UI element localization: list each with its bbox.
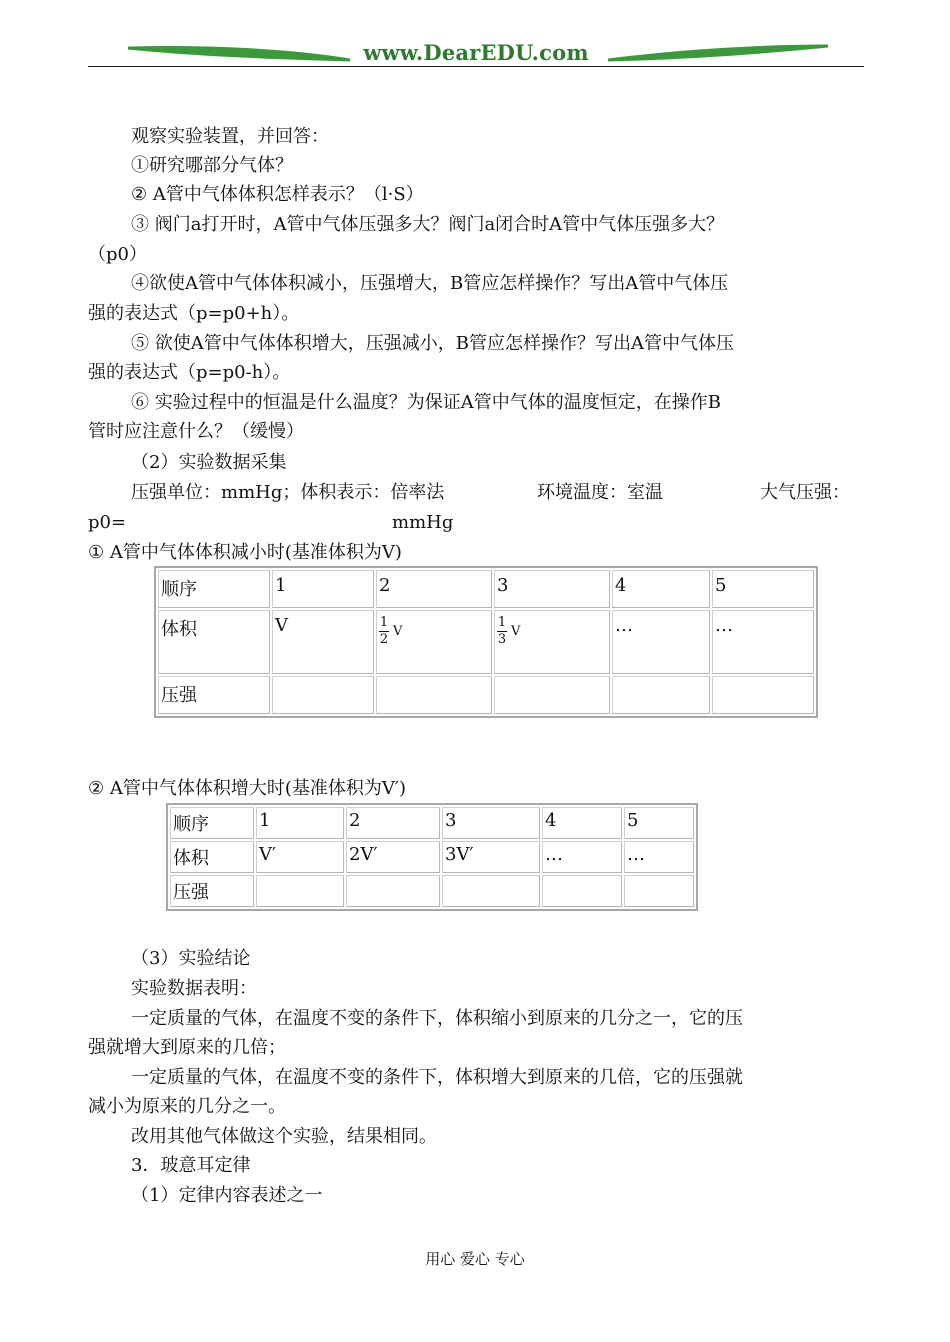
table-cell: 5 [712, 570, 814, 608]
table-cell: 2 [346, 807, 440, 839]
table-cell: … [612, 610, 710, 674]
intro-text: 观察实验装置，并回答： [131, 126, 329, 147]
section-law-sub-heading: （1）定律内容表述之一 [131, 1185, 323, 1206]
conclusion-1-line1: 一定质量的气体，在温度不变的条件下，体积缩小到原来的几分之一，它的压 [131, 1008, 743, 1029]
fraction-variable: V [393, 624, 403, 639]
table-cell: 2V′ [346, 841, 440, 873]
table-cell [376, 676, 492, 714]
header-banner [88, 36, 864, 76]
conclusion-2-line1: 一定质量的气体，在温度不变的条件下，体积增大到原来的几倍，它的压强就 [131, 1067, 743, 1088]
table-cell [256, 875, 344, 907]
table-cell [494, 610, 610, 674]
conclusion-3: 改用其他气体做这个实验，结果相同。 [131, 1126, 437, 1147]
question-1: ①研究哪部分气体？ [131, 155, 293, 176]
question-2: ② A管中气体体积怎样表示？（l·S） [131, 184, 424, 205]
footer-text: 用心 爱心 专心 [425, 1250, 525, 1268]
fraction-half-v [379, 615, 402, 648]
fraction-third-v [497, 615, 520, 648]
row-label-volume: 体积 [170, 841, 254, 873]
table-row [158, 570, 814, 608]
conclusion-2-line2: 减小为原来的几分之一。 [88, 1096, 286, 1117]
row-label-pressure: 压强 [158, 676, 270, 714]
table-cell [612, 676, 710, 714]
table-cell: 1 [272, 570, 374, 608]
fraction-denominator: 2 [379, 632, 389, 647]
fraction-numerator: 1 [379, 615, 389, 630]
row-label-pressure: 压强 [170, 875, 254, 907]
fraction-numerator: 1 [497, 615, 507, 630]
conclusion-1-line2: 强就增大到原来的几倍； [88, 1037, 286, 1058]
table-cell [442, 875, 540, 907]
p0-label: p0= [88, 512, 127, 533]
section-3-heading: （3）实验结论 [131, 948, 251, 969]
table-row [158, 676, 814, 714]
question-3-line1: ③ 阀门a打开时，A管中气体压强多大？阀门a闭合时A管中气体压强多大？ [131, 214, 725, 235]
data-table-1 [154, 566, 818, 718]
table-cell: 3 [442, 807, 540, 839]
table-cell [542, 875, 622, 907]
table-cell: … [712, 610, 814, 674]
ambient-temperature: 环境温度：室温 [537, 482, 663, 503]
table-cell: 1 [256, 807, 344, 839]
table-cell: 5 [624, 807, 694, 839]
table-cell [494, 676, 610, 714]
table-1-title: ① A管中气体体积减小时(基准体积为V) [88, 542, 402, 563]
question-3-line2: （p0） [88, 244, 147, 265]
table-cell [624, 875, 694, 907]
table-row [170, 875, 694, 907]
table-row [170, 841, 694, 873]
table-cell [376, 610, 492, 674]
atmospheric-pressure-label: 大气压强： [760, 482, 850, 503]
table-cell [346, 875, 440, 907]
fraction-denominator: 3 [497, 632, 507, 647]
table-cell [272, 676, 374, 714]
table-cell [712, 676, 814, 714]
question-4-line2: 强的表达式（p=p0+h）。 [88, 303, 300, 324]
table-cell: 4 [612, 570, 710, 608]
question-6-line2: 管时应注意什么？（缓慢） [88, 421, 304, 442]
question-4-line1: ④欲使A管中气体体积减小，压强增大，B管应怎样操作？写出A管中气体压 [131, 273, 729, 294]
table-cell: … [542, 841, 622, 873]
question-5-line2: 强的表达式（p=p0-h）。 [88, 362, 291, 383]
header-rule [88, 66, 864, 67]
section-2-heading: （2）实验数据采集 [131, 452, 287, 473]
table-2-title: ② A管中气体体积增大时(基准体积为V′) [88, 778, 406, 799]
question-5-line1: ⑤ 欲使A管中气体体积增大，压强减小，B管应怎样操作？写出A管中气体压 [131, 333, 734, 354]
table-row [170, 807, 694, 839]
row-label-order: 顺序 [158, 570, 270, 608]
table-cell: 3V′ [442, 841, 540, 873]
section-law-heading: 3．玻意耳定律 [131, 1155, 251, 1176]
conclusion-intro: 实验数据表明： [131, 978, 257, 999]
table-row [158, 610, 814, 674]
fraction-variable: V [511, 624, 521, 639]
p0-unit: mmHg [392, 512, 454, 533]
table-cell: 3 [494, 570, 610, 608]
table-cell: … [624, 841, 694, 873]
table-cell: 2 [376, 570, 492, 608]
row-label-volume: 体积 [158, 610, 270, 674]
units-line: 压强单位：mmHg；体积表示：倍率法 [131, 482, 445, 503]
table-cell: 4 [542, 807, 622, 839]
question-6-line1: ⑥ 实验过程中的恒温是什么温度？为保证A管中气体的温度恒定，在操作B [131, 392, 721, 413]
table-cell: V [272, 610, 374, 674]
table-cell: V′ [256, 841, 344, 873]
row-label-order: 顺序 [170, 807, 254, 839]
data-table-2 [166, 803, 698, 911]
site-logo-text: www.DearEDU.com [363, 40, 589, 65]
